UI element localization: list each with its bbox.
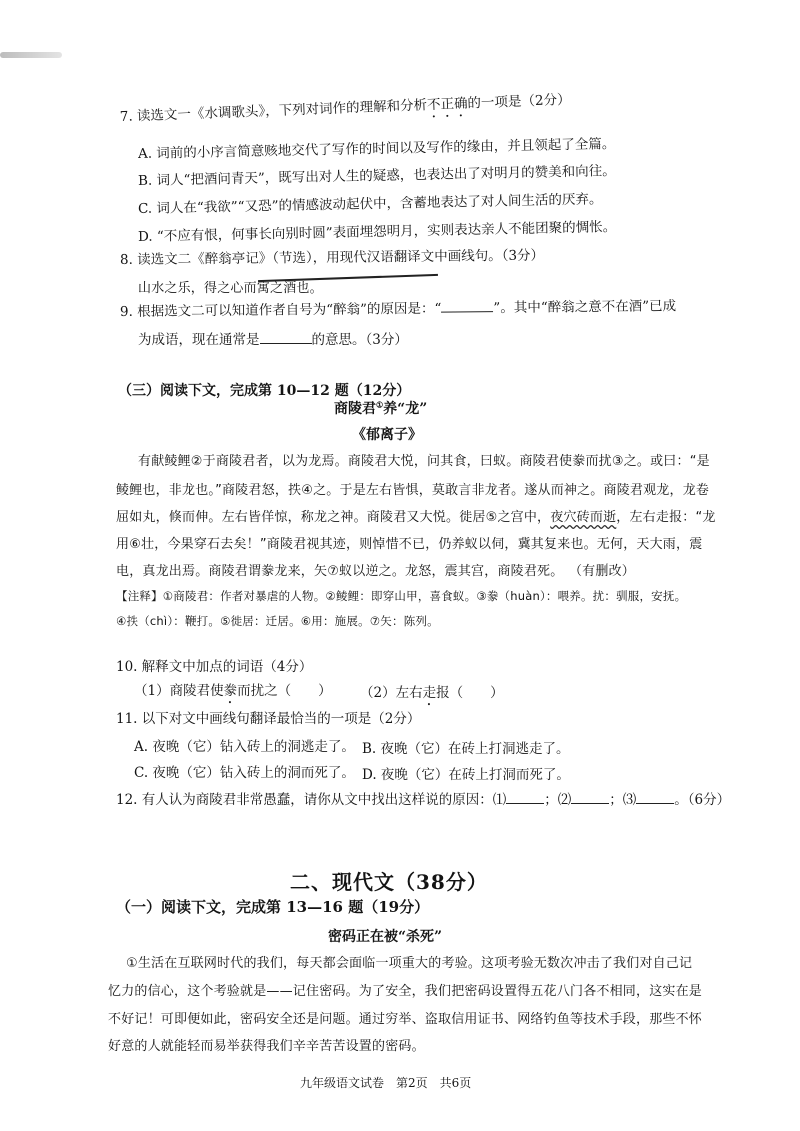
q10-item-2-word: 走	[422, 685, 437, 701]
q11-stem: 11. 以下对文中画线句翻译最恰当的一项是（2分）	[116, 711, 421, 727]
q10-item-2-b: 报（ ）	[436, 685, 504, 701]
q9-text-a: 9. 根据选文二可以知道作者自号为“醉翁”的原因是：“	[119, 300, 442, 320]
q10-item-1-word: 豢	[223, 683, 238, 699]
modern-line-1: ①生活在互联网时代的我们，每天都会面临一项重大的考验。这项考验无数次冲击了我们对自己记	[126, 956, 693, 971]
part3-title-b: 养“龙”	[383, 401, 428, 417]
modern-line-3: 不好记！可即便如此，密码安全还是问题。通过穷举、盗取信用证书、网络钓鱼等技术手段，那些不怀	[108, 1012, 703, 1027]
passage-line-4: 用⑥壮，今果穿石去矣！”商陵君视其迹，则悼惜不已，仍养蚁以伺，冀其复来也。无何，天大雨，震	[116, 537, 703, 552]
passage-abridged-note: （有删改）	[575, 564, 635, 579]
part3-heading: （三）阅读下文，完成第 10—12 题（12分）	[118, 383, 411, 399]
passage-line-5-a: 电，真龙出焉。商陵君谓豢龙来，矢⑦蚁以逆之。龙怒，震其宫，商陵君死。	[116, 564, 564, 579]
q11-option-d: D. 夜晚（它）在砖上打洞而死了。	[362, 767, 570, 783]
q10-item-1	[134, 682, 332, 707]
q12-line	[116, 790, 730, 809]
part3-title-note: ①	[376, 399, 384, 410]
q7-stem-text: 7. 读选文一《水调歌头》，下列对词作的理解和分析	[119, 97, 428, 125]
q9-blank-1[interactable]	[441, 298, 493, 313]
passage-line-3-b: ，左右走报：“龙	[616, 510, 716, 525]
q12-sep-3: ；⑶	[609, 792, 637, 808]
q7-option-c: C. 词人在“我欲”“又恐”的情感波动起伏中，含蓄地表达了对人间生活的厌弃。	[137, 191, 603, 217]
notes-line-1: 【注释】①商陵君：作者对暴虐的人物。②鲮鲤：即穿山甲，喜食蚁。③豢（huàn）：喂养。扰：驯服，安抚。	[116, 589, 687, 603]
passage-line-5	[116, 563, 635, 581]
q9-blank-2[interactable]	[260, 330, 312, 344]
q7-option-d: D. “不应有恨，何事长向别时圆”表面埋怨明月，实则表达亲人不能团聚的惆怅。	[137, 218, 617, 245]
section2-sub-heading: （一）阅读下文，完成第 13—16 题（19分）	[116, 898, 430, 916]
q10-item-2	[360, 684, 504, 709]
q10-stem: 10. 解释文中加点的词语（4分）	[116, 659, 313, 675]
section2-heading: 二、现代文（38分）	[290, 870, 488, 894]
q7-option-b: B. 词人“把酒问青天”，既写出对人生的疑惑，也表达出了对明月的赞美和向往。	[137, 162, 616, 189]
q7-stem	[120, 91, 572, 133]
q11-option-a: A. 夜晚（它）钻入砖上的洞逃走了。	[134, 739, 355, 755]
modern-line-2: 忆力的信心，这个考验就是——记住密码。为了安全，我们把密码设置得五花八门各不相同，这实在是	[108, 984, 703, 999]
q12-blank-3[interactable]	[636, 790, 674, 804]
scan-edge-mark	[0, 52, 62, 58]
q12-stem: 12. 有人认为商陵君非常愚蠢，请你从文中找出这样说的原因：⑴	[116, 792, 507, 808]
passage-line-3-a: 屈如丸，倏而伸。左右皆佯惊，称龙之神。商陵君又大悦。徙居⑤之宫中，	[116, 510, 551, 525]
q7-option-a: A. 词前的小序言简意赅地交代了写作的时间以及写作的缘由，并且领起了全篇。	[137, 136, 616, 162]
q8-sentence: 山水之乐，得之心而寓之酒也。	[138, 281, 323, 296]
q12-blank-2[interactable]	[571, 790, 609, 804]
q10-item-1-a: （1）商陵君使	[134, 683, 224, 699]
q8-underline	[258, 274, 438, 282]
q12-sep-2: ；⑵	[544, 792, 572, 808]
q9-line1	[120, 296, 676, 321]
q12-points: 。（6分）	[674, 792, 731, 808]
q8-stem: 8. 读选文二《醉翁亭记》（节选），用现代汉语翻译文中画线句。（3分）	[119, 247, 545, 268]
passage-underlined-sentence: 夜穴砖而逝	[550, 510, 617, 525]
modern-title: 密码正在被“杀死”	[328, 929, 443, 945]
passage-line-3	[116, 509, 716, 527]
q7-stem-points: 的一项是（2分）	[467, 91, 571, 112]
modern-line-4: 好意的人就能轻而易举获得我们辛辛苦苦设置的密码。	[108, 1039, 425, 1054]
q9-line2	[138, 330, 408, 349]
q9-text-d: 的意思。（3分）	[311, 332, 408, 348]
q9-text-c: 为成语，现在通常是	[138, 332, 260, 348]
q11-option-c: C. 夜晚（它）钻入砖上的洞而死了。	[134, 765, 355, 781]
q11-option-b: B. 夜晚（它）在砖上打洞逃走了。	[362, 741, 570, 757]
q12-blank-1[interactable]	[506, 790, 544, 804]
part3-source: 《郁离子》	[352, 427, 422, 443]
q7-emphasis: 不正确	[426, 95, 468, 114]
q9-text-b: ”。其中“醉翁之意不在酒”已成	[493, 298, 677, 317]
part3-title-a: 商陵君	[334, 401, 376, 417]
q10-item-1-b: 而扰之（ ）	[237, 683, 332, 699]
passage-line-2: 鲮鲤也，非龙也。”商陵君怒，抶④之。于是左右皆惧，莫敢言非龙者。遂从而神之。商陵君观龙，龙卷	[116, 483, 710, 498]
page-footer: 九年级语文试卷 第2页 共6页	[300, 1076, 472, 1090]
part3-title	[334, 398, 427, 418]
notes-line-2: ④抶（chì）：鞭打。⑤徙居：迁居。⑥用：施展。⑦矢：陈列。	[116, 614, 439, 628]
passage-line-1: 有献鲮鲤②于商陵君者，以为龙焉。商陵君大悦，问其食，曰蚁。商陵君使豢而扰③之。或曰：“是	[138, 454, 710, 469]
q10-item-2-a: （2）左右	[360, 685, 423, 701]
